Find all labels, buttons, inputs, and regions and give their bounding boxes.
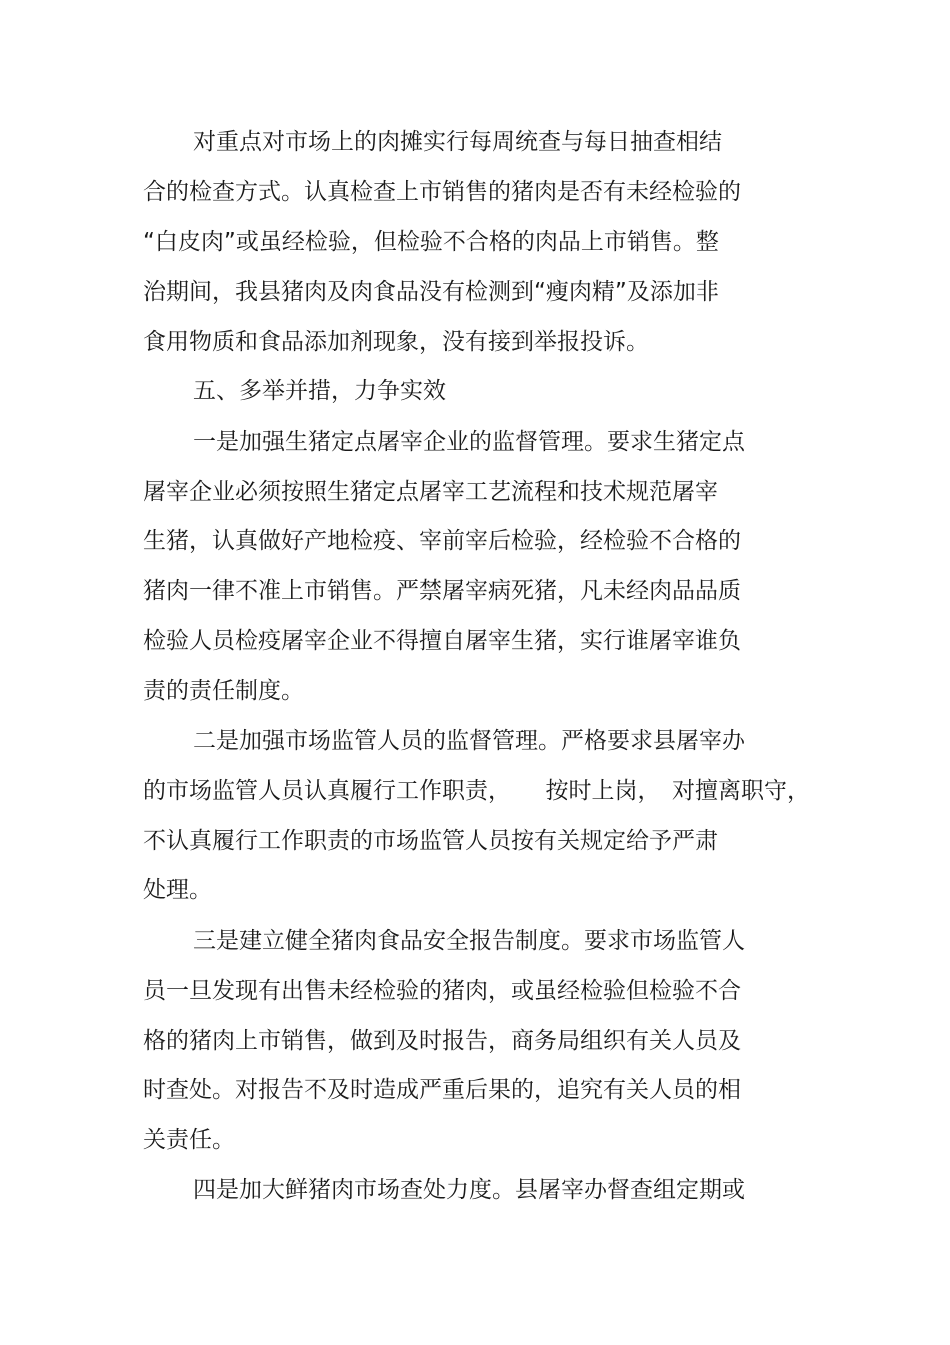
paragraph-line: 不认真履行工作职责的市场监管人员按有关规定给予严肃: [143, 828, 718, 854]
paragraph-line: 食用物质和食品添加剂现象，没有接到举报投诉。: [143, 329, 649, 355]
paragraph-line: 二是加强市场监管人员的监督管理。严格要求县屠宰办: [193, 728, 745, 754]
paragraph-line: 员一旦发现有出售未经检验的猪肉，或虽经检验但检验不合: [143, 978, 741, 1004]
paragraph-line: 三是建立健全猪肉食品安全报告制度。要求市场监管人: [193, 928, 745, 954]
paragraph-line: 责的责任制度。: [143, 678, 304, 704]
paragraph-line: 的市场监管人员认真履行工作职责， 按时上岗， 对擅离职守，: [143, 778, 810, 804]
paragraph-line: 对重点对市场上的肉摊实行每周统查与每日抽查相结: [193, 129, 722, 155]
paragraph-line: 一是加强生猪定点屠宰企业的监督管理。要求生猪定点: [193, 429, 745, 455]
paragraph-line: 关责任。: [143, 1127, 235, 1153]
section-heading: 五、多举并措，力争实效: [193, 378, 446, 404]
paragraph-line: 治期间，我县猪肉及肉食品没有检测到“瘦肉精”及添加非: [143, 279, 719, 305]
paragraph-line: 处理。: [143, 877, 212, 903]
paragraph-line: 格的猪肉上市销售，做到及时报告，商务局组织有关人员及: [143, 1028, 741, 1054]
paragraph-line: 合的检查方式。认真检查上市销售的猪肉是否有未经检验的: [143, 179, 741, 205]
paragraph-line: “白皮肉”或虽经检验，但检验不合格的肉品上市销售。整: [143, 229, 719, 255]
paragraph-line: 时查处。对报告不及时造成严重后果的，追究有关人员的相: [143, 1077, 741, 1103]
paragraph-line: 屠宰企业必须按照生猪定点屠宰工艺流程和技术规范屠宰: [143, 479, 718, 505]
paragraph-line: 检验人员检疫屠宰企业不得擅自屠宰生猪，实行谁屠宰谁负: [143, 628, 741, 654]
paragraph-line: 猪肉一律不准上市销售。严禁屠宰病死猪，凡未经肉品品质: [143, 578, 741, 604]
paragraph-line: 生猪，认真做好产地检疫、宰前宰后检验，经检验不合格的: [143, 528, 741, 554]
paragraph-line: 四是加大鲜猪肉市场查处力度。县屠宰办督查组定期或: [193, 1177, 745, 1203]
